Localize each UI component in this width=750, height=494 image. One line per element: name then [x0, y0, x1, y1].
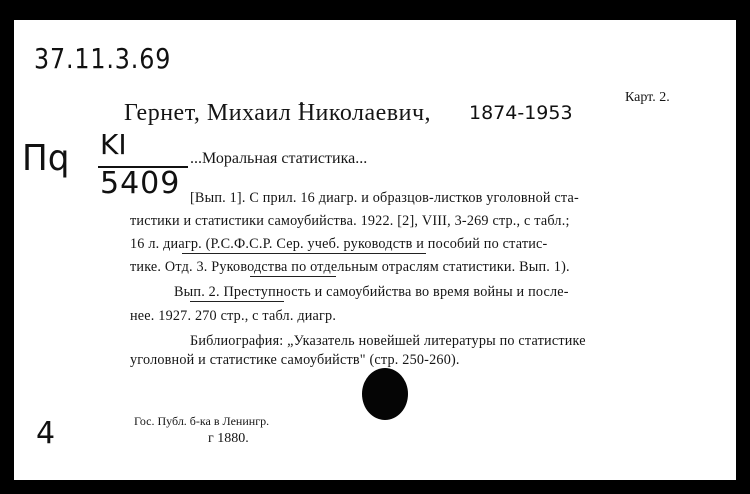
shelfmark-letters: Пq	[22, 138, 70, 179]
description-line: нее. 1927. 270 стр., с табл. диагр.	[130, 308, 337, 324]
description-line: тистики и статистики самоубийства. 1922. [2], VIII, 3-269 стр., с табл.;	[130, 213, 570, 229]
library-stamp-year: г 1880.	[208, 431, 249, 446]
series-underline	[182, 253, 426, 254]
ink-blot	[362, 368, 408, 420]
library-stamp: Гос. Публ. б-ка в Ленингр.	[134, 414, 270, 428]
description-line: [Вып. 1]. С прил. 16 диагр. и образцов-листков уголовной ста-	[190, 190, 579, 206]
shelfmark-series: KI	[100, 128, 127, 161]
series-underline	[250, 276, 336, 277]
description-line: Вып. 2. Преступность и самоубийства во время войны и после-	[174, 284, 569, 300]
corner-mark: 4	[36, 416, 56, 451]
description-line: 16 л. диагр. (Р.С.Ф.С.Р. Сер. учеб. руководств и пособий по статис-	[130, 236, 548, 252]
card-number: Карт. 2.	[625, 90, 670, 105]
part-underline	[190, 301, 284, 302]
description-line: Библиография: „Указатель новейшей литературы по статистике	[190, 333, 586, 349]
description-line: уголовной и статистике самоубийств" (стр. 250-260).	[130, 352, 460, 368]
author-name: Гернет, Михаил Николаевич,	[124, 100, 432, 126]
inventory-code: 37.11.3.69	[34, 42, 172, 75]
description-line: тике. Отд. 3. Руководства по отдельным отраслям статистики. Вып. 1).	[130, 259, 570, 275]
shelfmark-number: 5409	[100, 166, 181, 201]
book-title: ...Моральная статистика...	[190, 150, 368, 167]
life-years: 1874-1953	[469, 102, 573, 124]
catalog-card	[14, 20, 736, 480]
